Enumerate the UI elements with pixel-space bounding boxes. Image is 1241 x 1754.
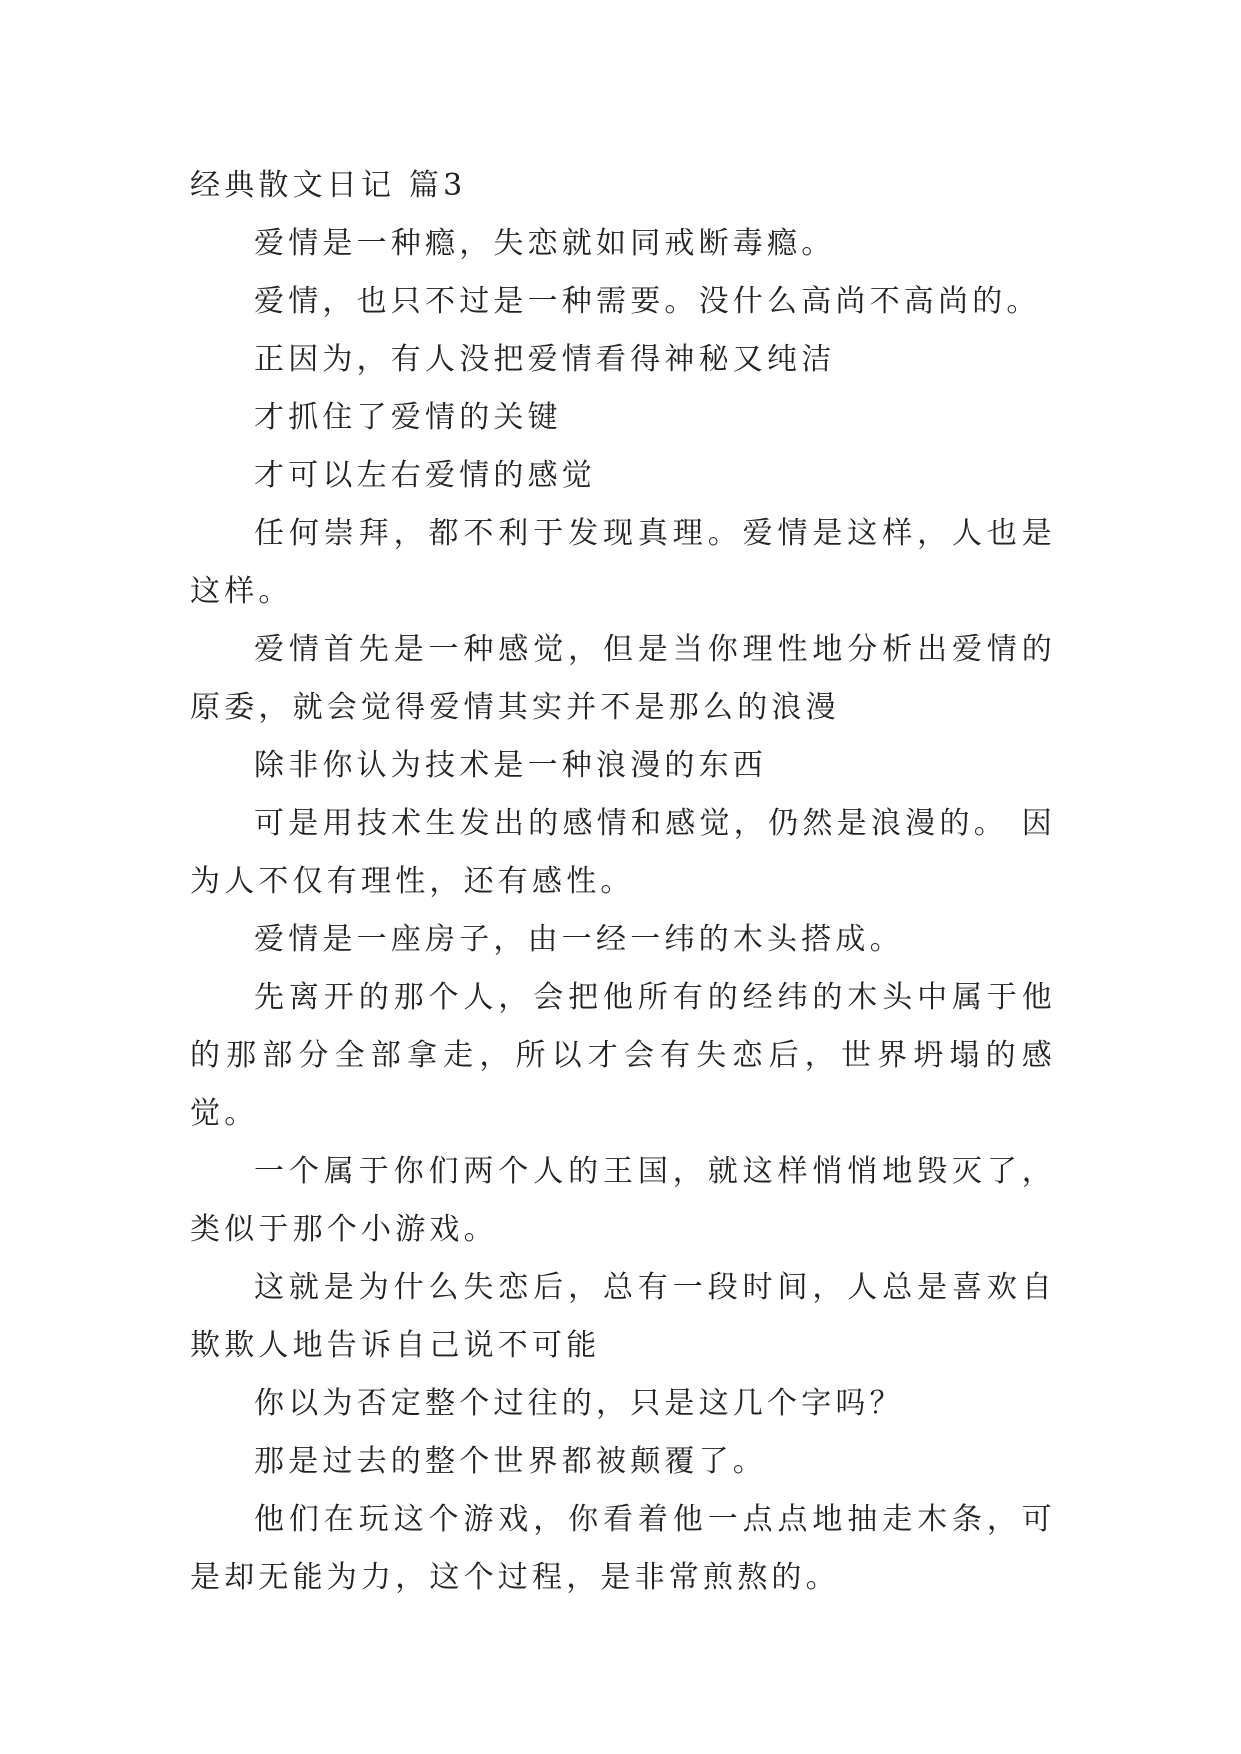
paragraph: 爱情，也只不过是一种需要。没什么高尚不高尚的。 xyxy=(254,284,1041,319)
paragraph: 任何崇拜，都不利于发现真理。爱情是这样，人也是这样。 xyxy=(190,516,1056,609)
paragraph: 正因为，有人没把爱情看得神秘又纯洁 xyxy=(254,342,836,377)
paragraph: 爱情首先是一种感觉，但是当你理性地分析出爱情的原委，就会觉得爱情其实并不是那么的浪漫 xyxy=(190,632,1056,725)
paragraph: 可是用技术生发出的感情和感觉，仍然是浪漫的。 因为人不仅有理性，还有感性。 xyxy=(190,806,1056,899)
paragraph: 他们在玩这个游戏，你看着他一点点地抽走木条，可是却无能为力，这个过程，是非常煎熬的。 xyxy=(190,1502,1056,1595)
paragraph: 除非你认为技术是一种浪漫的东西 xyxy=(254,748,767,783)
paragraph: 才可以左右爱情的感觉 xyxy=(254,458,596,493)
document-title: 经典散文日记 篇3 xyxy=(190,168,467,203)
paragraph: 一个属于你们两个人的王国，就这样悄悄地毁灭了，类似于那个小游戏。 xyxy=(190,1154,1056,1247)
paragraph: 你以为否定整个过往的，只是这几个字吗？ xyxy=(254,1386,904,1421)
paragraph: 爱情是一种瘾，失恋就如同戒断毒瘾。 xyxy=(254,226,836,261)
paragraph: 才抓住了爱情的关键 xyxy=(254,400,562,435)
document-body xyxy=(190,157,1056,1607)
paragraph: 先离开的那个人，会把他所有的经纬的木头中属于他的那部分全部拿走，所以才会有失恋后，世界坍塌的感觉。 xyxy=(190,980,1056,1131)
paragraph: 那是过去的整个世界都被颠覆了。 xyxy=(254,1444,767,1479)
paragraph: 爱情是一座房子，由一经一纬的木头搭成。 xyxy=(254,922,904,957)
paragraph: 这就是为什么失恋后，总有一段时间，人总是喜欢自欺欺人地告诉自己说不可能 xyxy=(190,1270,1056,1363)
